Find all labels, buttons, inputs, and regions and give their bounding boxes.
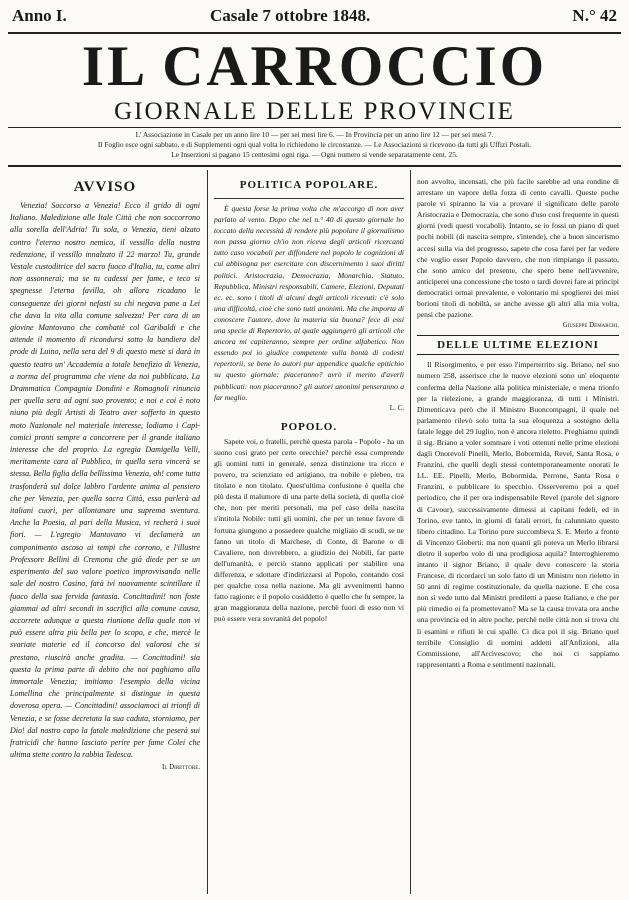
issue-number: N.° 42 (572, 6, 617, 25)
divider (214, 198, 404, 199)
article-body: È questa forse la prima volta che m'accorgo di non aver parlato al vento. Dopo che nel n.° 40 di questo giornale ho toccato della necessità di rendere più popolare il giornalismo non passa giorno ch'io non riceva degli articoli ricercanti tutto caso vocaboli per diffondere nel popolo le cognizioni di cui abbisogna per esercitare con discernimento i suoi diritti politici. Aristocrazia, Democrazia, Monarchia, Statuto, Repubblica, Ministri responsabili, Camere, Elezioni, Deputati ec. ec. sono i titoli di alcuni degli articoli ricevuti: c'è solo una difficoltà, cioè che sono tutti anonimi. Ma che importa di conoscere l'autore, dove la materia sia buona? fece di essi una specie di Repertorio, al quale aggiungerò gli articoli che ancora mi capiteranno, sempre per ordine alfabetico. Non essendo poi io giudice competente sulla bontà di codesti repertorii, se bene lo autori pur appendice qualche epitichio su questo giornale: piaceranno? avrò il merito d'averli pubblicati: non piaceranno? gli autori anonimi penseranno a far meglio. (214, 204, 404, 402)
article-heading: AVVISO (73, 179, 137, 195)
article-body: non avvolto, incensati, che più facile sarebbe ad una rondine di arrestare un vapore della forza di cento cavalli. Queste poche parole vi spiranno la via a provare il significato delle parole Aristocrazia e Democrazia, che sono d'uso così frequente in questi giorni (vedi questi vocaboli). Intanto, se io fossi un piano di quel pochi nobili (di nascita sempre, s'intende), che a buon sincerismo accesi sulla via del progresso, sapete che cosa farei per far vedere che voglio esser Popolo davvero, che non rimpiango il passato, che sono amico del presente, che spero bene nell'avvenire, anticiperei una concessione che tosto o tardi dovrei fare ai principi democratici ormai prevalente, e volontario mi spoglierei dei miei borioni titoli di nobiltà, se anche avesse gli altri alla mia volta, pensi che pazione. (417, 177, 619, 320)
year-label: Anno I. (12, 6, 67, 25)
date-label: Casale 7 ottobre 1848. (210, 6, 371, 25)
dateline (10, 6, 619, 32)
article-continuation (417, 176, 619, 890)
article-signature: Giuseppe Demarchi. (562, 321, 619, 330)
article-signature: Il Direttore. (161, 763, 200, 772)
masthead-title: IL CARROCCIO (81, 35, 548, 98)
article-heading: DELLE ULTIME ELEZIONI (417, 335, 619, 355)
column-divider (410, 170, 411, 894)
notice-line: Il Foglio esce ogni sabbato, e di Supplementi ogni qual volta lo richiedono le circostanze. — Le Associazioni si ricevono da tutti gli Uffizi Postali. (97, 140, 532, 150)
article-body: Il Risorgimento, e per esso l'imperterrito sig. Briano, nel suo numero 258, asserisce che le nuove elezioni sono un' eloquente conferma della Nazione alla politica ministeriale, e mena trionfo per la rielezione, a grande maggioranza, di tutti i Ministri. Dimenticava però che il Ministro Buoncompagni, il quale nel parlamento rilevò solo tutta la sua eloquenza a sostegno della fatale legge del 29 luglio, non è ancora rieletto. Preghiamo quindi il sig. Briano a voler sommare i voti ottenuti nelle prime elezioni dagli Onorevoli Pinelli, Merlo, Bobormida, Revel, Santa Rosa, e Franzini, che quelli degli stessi contemporaneamente onorati le LL. EE. Pinelli, Merlo, Bobormida, Perrone, Santa Rosa e Franzini, e pubblicare lo specchio. Osserveremo poi a quel periodico, che il per ora indispensabile Revel (parole del signore di Cavour), successivamente dimessi ai capitani fedeli, ed in Torino, eve tanto, in giorni di fatali errori, fu calunniato questo libero cittadino. La Torino pure succombeva S. E. Merlo a fronte di Vincenzo Gioberti: ma non quanti gli poteva un Merlo librarsi dietro il superbo volo di una prodigiosa aquila? Interroghieremo intanto il signor Briano, il quale deve conoscere la storia Francese, di ricordarci un solo fatto di un Ministro non rieletto in 50 anni di regime costituzionale, da quella nazione. E che cosa non si vede tutto dal Ministri prediletti a paese Italiano, e che per più rimedio ei fa promettevano? Ma se la causa trovata ora anche una provincia ed in altre poche, perchè nelle città non si trova chi li esamini e rifiuti le cui spalle. Ci dica poi il sig. Briano quel terribile Consiglio di uomini addetti all'Anfizioni, alla Commissione, all'Arcivescovo; che noi ci sappiamo rappresentanti a Roma e sentimenti nazionali. (417, 360, 619, 669)
notice-bottom-rule (8, 165, 621, 167)
masthead-subtitle: GIORNALE DELLE PROVINCIE (114, 98, 515, 125)
subscription-notice (12, 130, 617, 161)
article-body: Sapete voi, o fratelli, perchè questa parola - Popolo - ha un suono così grato per certe orecchie? perchè essa comprende gli uomini tutti in generale, senza distinzione tra ricco e povero, tra scienziato ed artigiano, tra nobile e plebeo, tra titolato e non titolato. Quest'ultima confusione è quella che più desta il malumore di una parte della società, di quella cioè che, non per meriti personali, ma pel caso della nascita s'intitola Nobile: tutti gli uomini, che per un tenue favore di fortuna giungono a possedere qualche migliaio di scudi, se ne fanno un titolo di Marchese, di Conte, di Barone o di Cavaliere, non dovrebbero, a giudizio dei Nobili, far parte dell'umanità, e perciò stanno applicati per stabilire una differenza, e sdottare d'indirizzarsi al Popolo, contando così per qualche cosa nella nazione. Ma gli avvenimenti hanno fatto ragione: e il popolo cosiddetto è quello che fu sempre, la gran maggioranza della nazione, perchè fuori di esso non vi può essere vera sovranità del popolo! (214, 436, 404, 624)
article-politica-popolare (214, 176, 404, 890)
article-body: Venezia! Soccorso a Venezia! Ecco il grido di ogni Italiano. Maledizione alle Itale Città che non soccorrono alla sorella dell'Adria! Tu sola, o Venezia, tieni alzato contro l'eterno nostro nemico, il vessillo della nostra redenzione, il vessillo innalzato il 22 marzo! Tu, grande Vestale custoditrice del sacro fuoco d'Italia, tu, come altri non assonnerai; ma se tu cadessi per fame, e teco si spegnesse l'eterna favilla, oh allora ricadano le conseguenze dei giorni nefasti su chi negava pane a Lei che dava la vita alla comune salvezza! Per cura di un giovine Mantovano che combattè col Garibaldi e che attende il momento di ricondursi sotto la bandiera del prode di Luino, nella sera del 9 di questo mese si darà in questo teatro un' Accademia a totale benefizio di Venezia, a norma del programma che viene da noi pubblicato. La Drammatica Compagnia Dondini e Romagnoli rinuncia per quella sera ad ogni suo provento; e noi e coi è noto niuno più degli Artisti di Teatro aver sofferto in questo moto Nazionale nel materiale interesse, lodiamo i Capi-comici pronti sempre a concorrere per il grande italiano interesse che del proprio. La egregia Damigella Velli, meritamente cara al Pubblico, in quella sera vincerà se stessa. Bella figlia della bellissima Venezia, oh! come tutta trasfonderà sul dolce labbro l'ardente anima al pensiero che per Venezia, per quella sacra Città, essa parlerà ad italiani cuori, per allontanare una suprema sventura. Anche la Poesia, al pari della Musica, vi recherà i suoi fiori. — L'egregio Mantovano vi declamerà un componimento ascoso ai tempi che corrono, e l'illustre Professore Bellini di Cremona che già diede per se un esperimento del suo valore poetico improvvisando nelle sale del nostro Casino, farà ivi nuovamente scintillare il fuoco della sua fervida fantasia. Concittadini! non foste giammai ad altri secondi in sacrifici alla comune causa, accorrete adunque a questa riunione della quale non vi può essere altra più bella per lo scopo, e che, mercè le svariate materie ed il concorso dei valorosi che si prestano, riuscirà anche gradita. — Concittadini! sia questa la prima parte di debito che noi paghiamo alla immortale Venezia; imitiamo l'esempio della vicina Lomellina che principalmente si distingue in questa doverosa opera. — Concittadini! associamoci ai trionfi di Venezia, e se fosse decretata la sua caduta, storniamo, per Dio! dal nostro capo la fatale maledizione che peserà sui fratricidi che hanno lasciato perire per fame Colei che ultima stette contro la rabbia Tedesca. (10, 201, 200, 760)
article-signature: L. C. (389, 403, 404, 412)
article-heading: POLITICA POPOLARE. (239, 179, 379, 191)
notice-line: Le Inserzioni si pagano 15 centesimi ogni riga. — Ogni numero si vende separatamente cent. 25. (171, 150, 458, 160)
column-divider (207, 170, 208, 894)
article-avviso (10, 176, 200, 890)
notice-line: L' Associazione in Casale per un anno lire 10 — per sei mesi lire 6. — In Provincia per un anno lire 12 — per sei mesi 7. (135, 130, 494, 139)
article-heading: POPOLO. (280, 420, 338, 433)
notice-top-rule (8, 127, 621, 128)
